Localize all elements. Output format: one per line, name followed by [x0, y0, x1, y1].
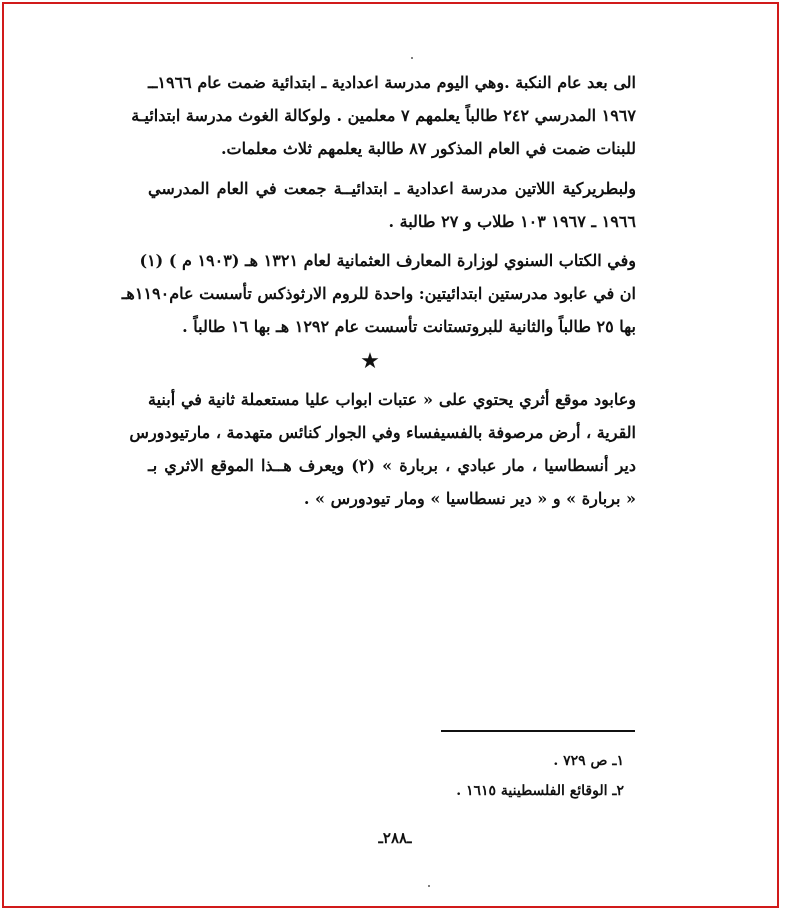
scan-speck	[428, 885, 430, 887]
text-line: ١٩٦٧ المدرسي ٢٤٢ طالباً يعلمهم ٧ معلمين . ولوكالة الغوث مدرسة ابتدائيـة	[131, 106, 636, 125]
footnote-2: ٢ـ الوقائع الفلسطينية ١٦١٥ .	[456, 783, 624, 799]
paragraph-school-history	[131, 66, 636, 165]
text-line: دير أنسطاسيا ، مار عبادي ، بربارة » (٢) ويعرف هــذا الموقع الاثري بـ	[148, 456, 637, 475]
scan-speck	[411, 57, 413, 59]
text-line: ١٩٦٦ ـ ١٩٦٧ ١٠٣ طلاب و ٢٧ طالبة .	[388, 212, 636, 231]
text-line: ولبطريركية اللاتين مدرسة اعدادية ـ ابتدائيــة جمعت في العام المدرسي	[148, 179, 636, 198]
text-line: الى بعد عام النكبة .وهي اليوم مدرسة اعدادية ـ ابتدائية ضمت عام ١٩٦٦ــ	[148, 73, 636, 92]
paragraph-ottoman-yearbook	[121, 244, 636, 343]
paragraph-latin-patriarchate	[148, 172, 636, 238]
text-line: القرية ، أرض مرصوفة بالفسيفساء وفي الجوار كنائس متهدمة ، مارتيودورس	[129, 423, 636, 442]
page-number: ـ٢٨٨ـ	[378, 829, 412, 847]
text-line: للبنات ضمت في العام المذكور ٨٧ طالبة يعلمهم ثلاث معلمات.	[220, 139, 636, 158]
text-line: بها ٢٥ طالباً والثانية للبروتستانت تأسست عام ١٢٩٢ هـ بها ١٦ طالباً .	[182, 317, 636, 336]
text-line: وعابود موقع أثري يحتوي على « عتبات ابواب عليا مستعملة ثانية في أبنية	[148, 390, 636, 409]
text-line: ان في عابود مدرستين ابتدائيتين: واحدة للروم الارثوذكس تأسست عام١١٩٠هـ	[121, 284, 636, 303]
footnote-1: ١ـ ص ٧٢٩ .	[553, 753, 624, 769]
text-line: « بربارة » و « دير نسطاسيا » ومار تيودورس » .	[303, 489, 636, 508]
text-line: وفي الكتاب السنوي لوزارة المعارف العثمانية لعام ١٣٢١ هـ (١٩٠٣ م ) (١)	[139, 251, 636, 270]
footnote-divider	[441, 730, 635, 732]
section-separator-star: ★	[360, 349, 380, 374]
paragraph-archaeological-site	[129, 383, 637, 515]
